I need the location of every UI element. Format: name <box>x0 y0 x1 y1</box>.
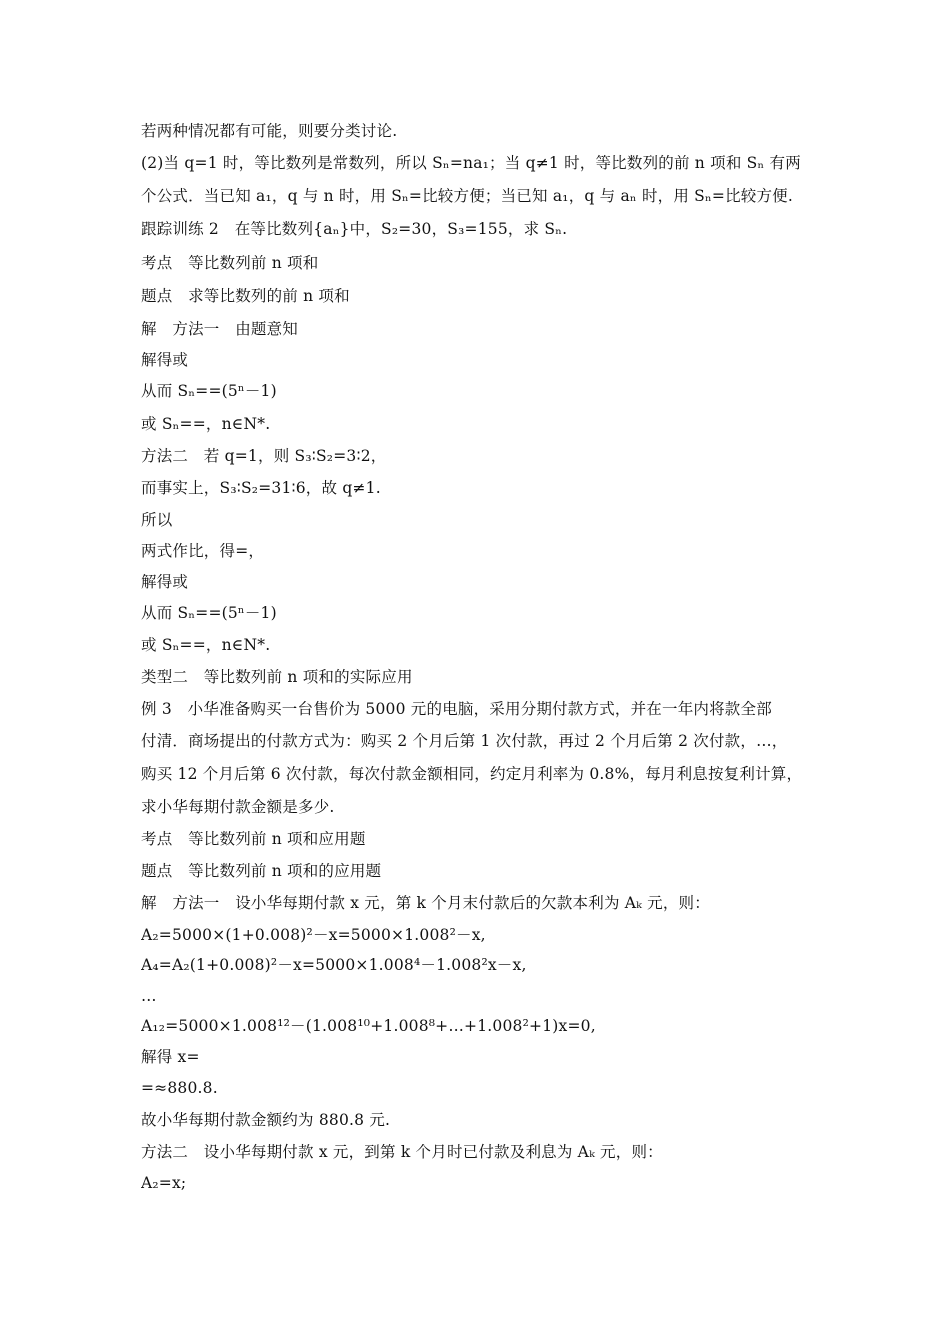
text-line: A₂=5000×(1+0.008)²－x=5000×1.008²－x, <box>141 926 486 944</box>
text-line: 若两种情况都有可能，则要分类讨论. <box>141 122 398 140</box>
text-line: 考点 等比数列前 n 项和应用题 <box>141 830 366 848</box>
text-line: 求小华每期付款金额是多少. <box>141 798 335 816</box>
text-line: 解得或 <box>141 573 189 591</box>
text-line: 解得 x= <box>141 1048 200 1066</box>
text-line: 类型二 等比数列前 n 项和的实际应用 <box>141 668 413 686</box>
text-line: 方法二 若 q=1，则 S₃∶S₂=3∶2， <box>141 447 387 465</box>
text-line: 所以 <box>141 511 173 529</box>
text-line: 购买 12 个月后第 6 次付款，每次付款金额相同，约定月利率为 0.8%，每月利息按复利计算， <box>141 765 803 783</box>
text-line: 跟踪训练 2 在等比数列{aₙ}中，S₂=30，S₃=155，求 Sₙ. <box>141 220 568 238</box>
text-line: 解 方法一 设小华每期付款 x 元，第 k 个月末付款后的欠款本利为 Aₖ 元，则： <box>141 894 710 912</box>
text-line: A₁₂=5000×1.008¹²－(1.008¹⁰+1.008⁸+…+1.008²+1)x=0, <box>141 1017 596 1035</box>
text-line: 或 Sₙ==，n∈N*. <box>141 415 271 433</box>
text-line: 方法二 设小华每期付款 x 元，到第 k 个月时已付款及利息为 Aₖ 元，则： <box>141 1143 663 1161</box>
text-line: … <box>141 987 157 1005</box>
text-line: 题点 等比数列前 n 项和的应用题 <box>141 862 382 880</box>
text-line: 解得或 <box>141 351 189 369</box>
text-line: 而事实上，S₃∶S₂=31∶6，故 q≠1. <box>141 479 381 497</box>
text-line: 解 方法一 由题意知 <box>141 320 299 338</box>
text-line: 从而 Sₙ==(5ⁿ－1) <box>141 382 277 400</box>
text-line: (2)当 q=1 时，等比数列是常数列，所以 Sₙ=na₁；当 q≠1 时，等比数列的前 n 项和 Sₙ 有两 <box>141 154 801 172</box>
text-line: =≈880.8. <box>141 1079 218 1097</box>
text-line: 付清．商场提出的付款方式为：购买 2 个月后第 1 次付款，再过 2 个月后第 2 次付款，…， <box>141 732 788 750</box>
text-line: 两式作比，得=， <box>141 542 265 560</box>
text-line: A₂=x; <box>141 1174 187 1192</box>
text-line: 考点 等比数列前 n 项和 <box>141 254 319 272</box>
text-line: 个公式．当已知 a₁，q 与 n 时，用 Sₙ=比较方便；当已知 a₁，q 与 aₙ 时，用 Sₙ=比较方便. <box>141 187 794 205</box>
text-line: 从而 Sₙ==(5ⁿ－1) <box>141 604 277 622</box>
text-line: 或 Sₙ==，n∈N*. <box>141 636 271 654</box>
text-line: 题点 求等比数列的前 n 项和 <box>141 287 350 305</box>
text-line: 例 3 小华准备购买一台售价为 5000 元的电脑，采用分期付款方式，并在一年内将款全部 <box>141 700 772 718</box>
text-line: 故小华每期付款金额约为 880.8 元. <box>141 1111 391 1129</box>
text-line: A₄=A₂(1+0.008)²－x=5000×1.008⁴－1.008²x－x, <box>141 956 527 974</box>
